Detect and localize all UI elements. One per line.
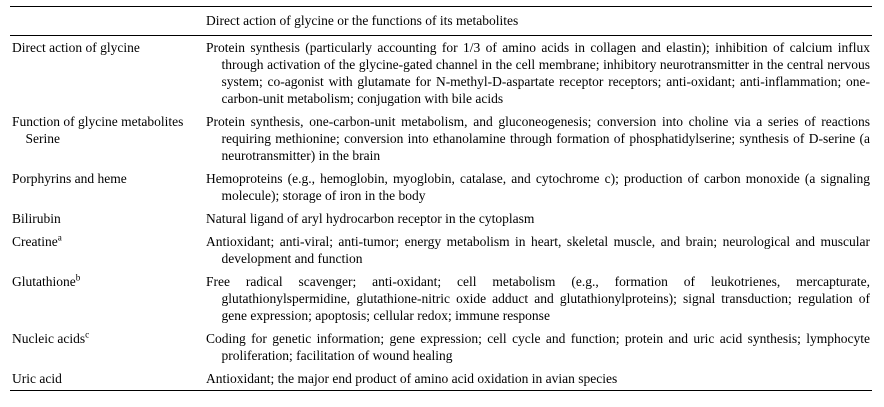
- row-term-cell: [10, 370, 206, 387]
- footnote-marker: a: [57, 232, 62, 243]
- row-description: Coding for genetic information; gene expression; cell cycle and function; protein and uric acid synthesis; lymphocyte proliferation; facilitation of wound healing: [206, 331, 870, 363]
- row-term-cell: [10, 39, 206, 107]
- footnote-marker: b: [75, 272, 81, 283]
- table-row: [10, 367, 872, 390]
- table-row: [10, 327, 872, 367]
- header-description-cell: Direct action of glycine or the functions of its metabolites: [206, 13, 519, 28]
- row-description: Antioxidant; anti-viral; anti-tumor; energy metabolism in heart, skeletal muscle, and brain; neurological and muscular development and function: [206, 234, 870, 266]
- row-term-cell: [10, 170, 206, 204]
- table-header-row: [10, 7, 872, 36]
- row-description: Antioxidant; the major end product of amino acid oxidation in avian species: [206, 371, 618, 386]
- table-row: [10, 110, 872, 167]
- row-term-cell: [10, 210, 206, 227]
- table-row: [10, 36, 872, 110]
- row-term: Glutathione: [12, 274, 76, 289]
- row-term-cell: [10, 113, 206, 164]
- row-description: Protein synthesis (particularly accounting for 1/3 of amino acids in collagen and elastin); inhibition of calcium influx through activation of the glycine-gated channel in the cell membrane; inhibitory neurotransmitter in the central nervous system; co-agonist with glutamate for N-methyl-D-aspartate receptor receptors; anti-oxidant; anti-inflammation; one-carbon-unit metabolism; conjugation with bile acids: [206, 40, 870, 106]
- table-row: [10, 207, 872, 230]
- row-description: Natural ligand of aryl hydrocarbon receptor in the cytoplasm: [206, 211, 535, 226]
- row-description: Hemoproteins (e.g., hemoglobin, myoglobin, catalase, and cytochrome c); production of carbon monoxide (a signaling molecule); storage of iron in the body: [206, 171, 870, 203]
- header-term-cell: [10, 12, 206, 29]
- row-term: Function of glycine metabolites Serine: [12, 114, 184, 146]
- row-term-cell: [10, 330, 206, 364]
- row-term-cell: [10, 273, 206, 324]
- row-term-cell: [10, 233, 206, 267]
- table-row: [10, 270, 872, 327]
- table-row: [10, 230, 872, 270]
- row-term: Uric acid: [12, 371, 62, 386]
- row-term: Creatine: [12, 234, 58, 249]
- row-description: Free radical scavenger; anti-oxidant; cell metabolism (e.g., formation of leukotrienes, mercapturate, glutathionylspermidine, glutathione-nitric oxide adduct and glutathionylproteins); signal transduction; regulation of gene expression; apoptosis; cellular redox; immune response: [206, 274, 870, 323]
- glycine-functions-table: [10, 6, 872, 391]
- row-term: Direct action of glycine: [12, 40, 140, 55]
- footnote-marker: c: [85, 329, 90, 340]
- table-row: [10, 167, 872, 207]
- row-term: Nucleic acids: [12, 331, 86, 346]
- row-term: Bilirubin: [12, 211, 61, 226]
- row-description: Protein synthesis, one-carbon-unit metabolism, and gluconeogenesis; conversion into choline via a series of reactions requiring methionine; conversion into ethanolamine through formation of phosphatidylserine; synthesis of D-serine (a neurotransmitter) in the brain: [206, 114, 870, 163]
- row-term: Porphyrins and heme: [12, 171, 127, 186]
